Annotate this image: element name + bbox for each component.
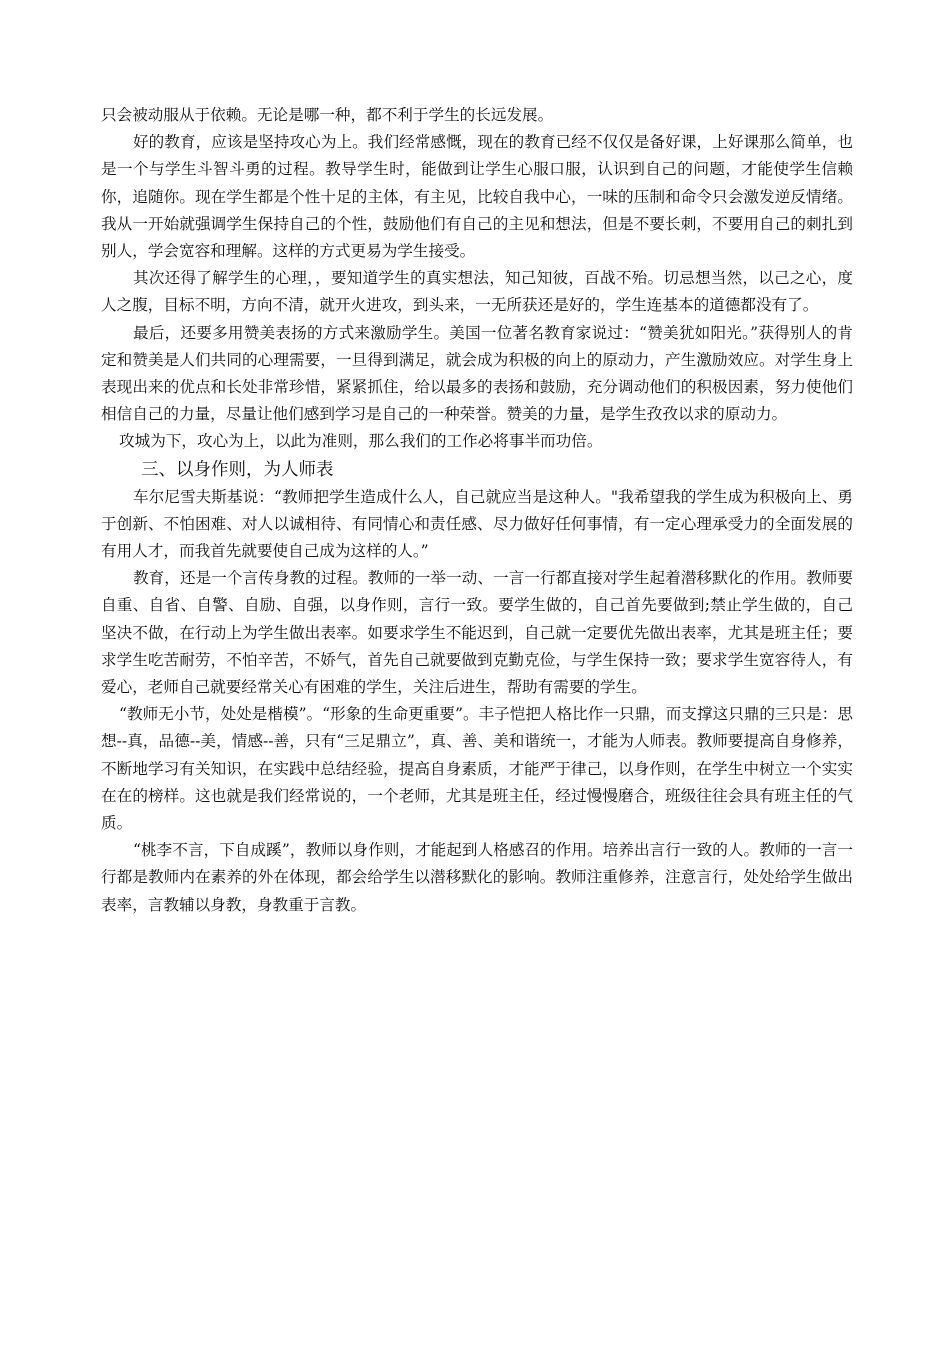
paragraph-6: 车尔尼雪夫斯基说：“教师把学生造成什么人，自己就应当是这种人。"我希望我的学生成为积极向上、勇于创新、不怕困难、对人以诚相待、有同情心和责任感、尽力做好任何事情，有一定心理承受力的全面发展的有用人才，而我首先就要使自己成为这样的人。” (101, 487, 853, 561)
paragraph-5: 攻城为下，攻心为上，以此为准则，那么我们的工作必将事半而功倍。 (119, 432, 603, 451)
paragraph-4: 最后，还要多用赞美表扬的方式来激励学生。美国一位著名教育家说过：“赞美犹如阳光。”获得别人的肯定和赞美是人们共同的心理需要，一旦得到满足，就会成为积极的向上的原动力，产生激励效应。对学生身上表现出来的优点和长处非常珍惜，紧紧抓住，给以最多的表扬和鼓励，充分调动他们的积极因素，努力使他们相信自己的力量，尽量让他们感到学习是自己的一种荣誉。赞美的力量，是学生孜孜以求的原动力。 (101, 323, 853, 424)
paragraph-3: 其次还得了解学生的心理，，要知道学生的真实想法，知己知彼，百战不殆。切忌想当然，以己之心，度人之腹，目标不明，方向不清，就开火进攻，到头来，一无所获还是好的，学生连基本的道德都没有了。 (101, 269, 853, 315)
paragraph-7: 教育，还是一个言传身教的过程。教师的一举一动、一言一行都直接对学生起着潜移默化的作用。教师要自重、自省、自警、自励、自强，以身作则，言行一致。要学生做的，自己首先要做到;禁止学生做的，自己坚决不做，在行动上为学生做出表率。如要求学生不能迟到，自己就一定要优先做出表率，尤其是班主任；要求学生吃苦耐劳，不怕辛苦，不娇气，首先自己就要做到克勤克俭，与学生保持一致；要求学生宽容待人，有爱心，老师自己就要经常关心有困难的学生，关注后进生，帮助有需要的学生。 (101, 569, 853, 697)
paragraph-1: 只会被动服从于依赖。无论是哪一种，都不利于学生的长远发展。 (101, 106, 554, 124)
document-body (101, 102, 853, 919)
paragraph-9: “桃李不言，下自成蹊”，教师以身作则，才能起到人格感召的作用。培养出言行一致的人。教师的一言一行都是教师内在素养的外在体现，都会给学生以潜移默化的影响。教师注重修养，注意言行，处处给学生做出表率，言教辅以身教，身教重于言教。 (101, 841, 853, 914)
paragraph-8: “教师无小节，处处是楷模”。“形象的生命更重要”。丰子恺把人格比作一只鼎，而支撑这只鼎的三只是：思想--真，品德--美，情感--善，只有“三足鼎立”，真、善、美和谐统一，才能为人师表。教师要提高自身修养，不断地学习有关知识，在实践中总结经验，提高自身素质，才能严于律己，以身作则，在学生中树立一个实实在在的榜样。这也就是我们经常说的，一个老师，尤其是班主任，经过慢慢磨合，班级往往会具有班主任的气质。 (101, 705, 853, 833)
section-heading: 三、以身作则，为人师表 (141, 459, 334, 480)
paragraph-2: 好的教育，应该是坚持攻心为上。我们经常感慨，现在的教育已经不仅仅是备好课，上好课那么简单，也是一个与学生斗智斗勇的过程。教导学生时，能做到让学生心服口服，认识到自己的问题，才能使学生信赖你，追随你。现在学生都是个性十足的主体，有主见，比较自我中心，一味的压制和命令只会激发逆反情绪。我从一开始就强调学生保持自己的个性，鼓励他们有自己的主见和想法，但是不要长刺，不要用自己的刺扎到别人，学会宽容和理解。这样的方式更易为学生接受。 (101, 133, 853, 261)
